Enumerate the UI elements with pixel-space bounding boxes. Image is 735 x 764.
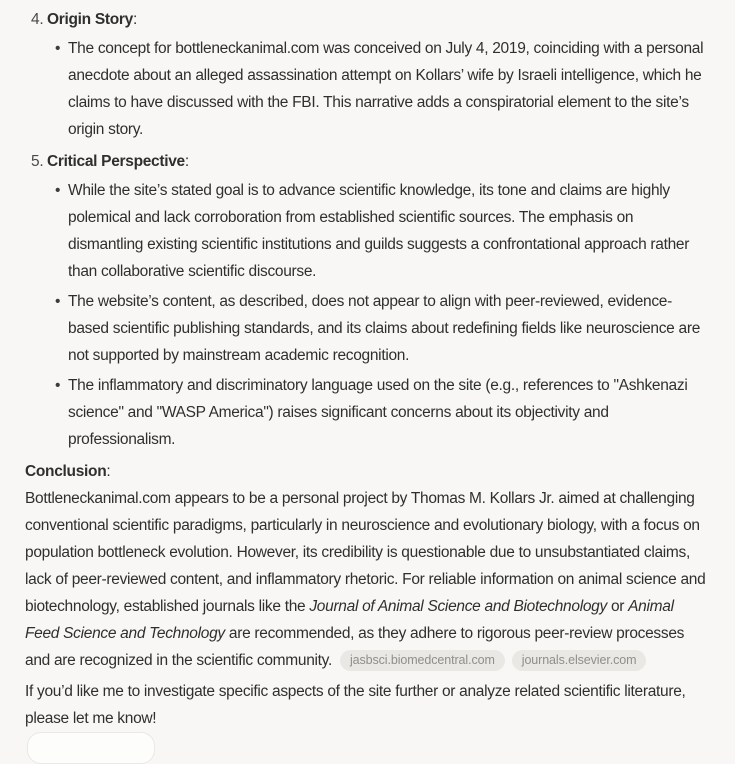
section-heading (25, 148, 710, 175)
citation-chip-biomedcentral[interactable]: jasbsci.biomedcentral.com (340, 650, 505, 671)
list-number: 4. (31, 11, 44, 28)
list-item-critical-perspective (25, 148, 710, 453)
list-number: 5. (31, 153, 44, 170)
bullet-item: • The inflammatory and discriminatory language used on the site (e.g., references to "Ashkenazi science" and "WASP America") raises significant concerns about its objectivity and professionalism. (25, 372, 710, 453)
citation-chip-elsevier[interactable]: journals.elsevier.com (512, 650, 647, 671)
bullet-item: • The website’s content, as described, does not appear to align with peer-reviewed, evidence-based scientific publishing standards, and its claims about redefining fields like neuroscience are not supported by mainstream academic recognition. (25, 288, 710, 369)
list-item-origin-story (25, 6, 710, 143)
bullet-item: • While the site’s stated goal is to advance scientific knowledge, its tone and claims are highly polemical and lack corroboration from established scientific sources. The emphasis on dismantling existing scientific institutions and guilds suggests a confrontational approach rather than collaborative scientific discourse. (25, 177, 710, 285)
conclusion-paragraph (25, 485, 710, 674)
bullet-list (25, 35, 710, 143)
section-heading-text: Critical Perspective: (47, 153, 189, 170)
section-heading-text: Origin Story: (47, 11, 137, 28)
closing-paragraph: If you’d like me to investigate specific aspects of the site further or analyze related scientific literature, please let me know! (25, 683, 686, 727)
conclusion-heading: Conclusion: (25, 463, 111, 480)
bullet-list (25, 177, 710, 453)
bullet-item: • The concept for bottleneckanimal.com was conceived on July 4, 2019, coinciding with a personal anecdote about an alleged assassination attempt on Kollars’ wife by Israeli intelligence, which he claims to have discussed with the FBI. This narrative adds a conspiratorial element to the site’s origin story. (25, 35, 710, 143)
suggestion-chip-cutoff[interactable] (27, 732, 155, 764)
conclusion-section (25, 458, 710, 674)
conclusion-text: Bottleneckanimal.com appears to be a personal project by Thomas M. Kollars Jr. aimed at challenging conventional scientific paradigms, particularly in neuroscience and evolutionary biology, with a focus on population bottleneck evolution. However, its credibility is questionable due to unsubstantiated claims, lack of peer-reviewed content, and inflammatory rhetoric. For reliable information on animal science and biotechnology, established journals like the Journal of Animal Science and Biotechnology or Animal Feed Science and Technology are recommended, as they adhere to rigorous peer-review processes and are recognized in the scientific community. (25, 490, 706, 669)
section-heading (25, 6, 710, 33)
